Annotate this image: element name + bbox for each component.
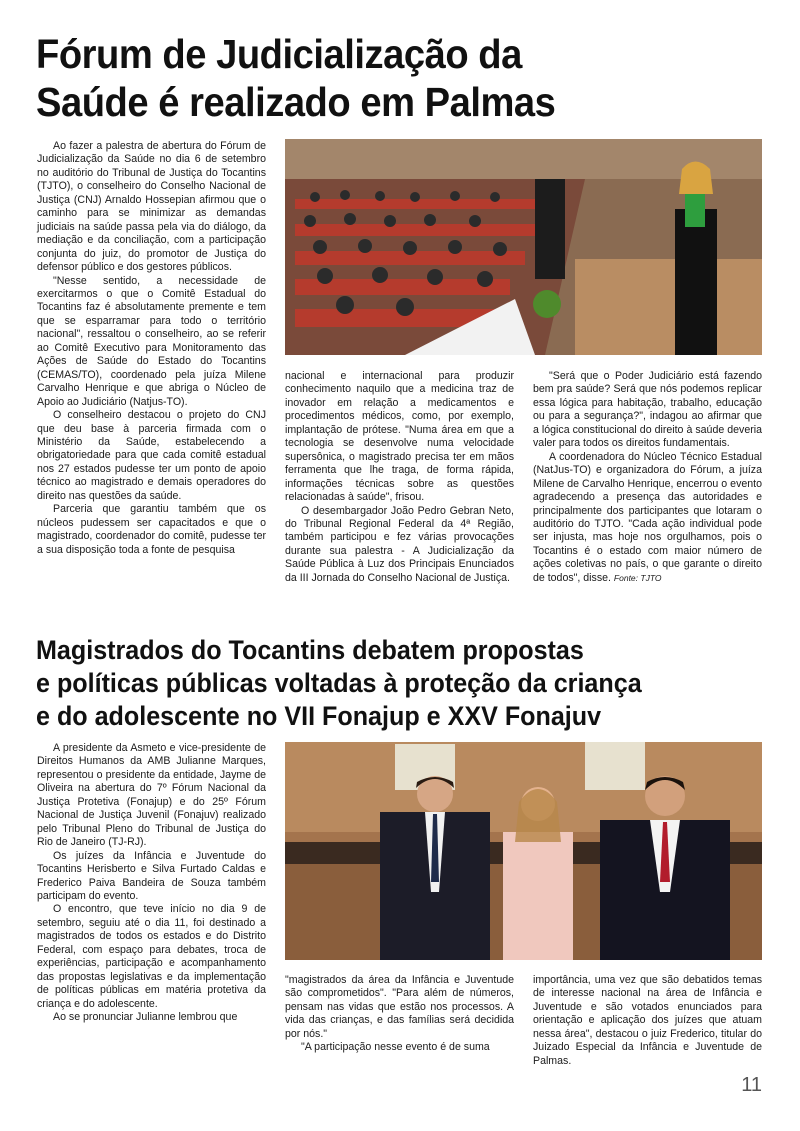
article2-paragraph: "magistrados da área da Infância e Juventude são comprometidos". "Para além de números, pensam nas vidas que estão nos processos. A vida das crianças, e das famílias será decidida por nós."	[285, 974, 514, 1040]
article2-column-1	[37, 742, 266, 1025]
article2-title-line3: e do adolescente no VII Fonajup e XXV Fonajuv	[36, 701, 602, 731]
article1-column-3	[533, 370, 762, 585]
article2-paragraph: importância, uma vez que são debatidos temas de interesse nacional na área de Infância e Juventude e são votados enunciados para orientação e aplicação dos juízes que atuam nessa área", destacou o juiz Frederico, titular do Juizado Especial da Infância e Juventude de Palmas.	[533, 974, 762, 1067]
article1-title	[36, 30, 761, 126]
article1-column-2	[285, 370, 514, 585]
article2-title-line2: e políticas públicas voltadas à proteção da criança	[36, 668, 642, 698]
magistrates-photo	[285, 742, 762, 960]
auditorium-photo-image	[285, 139, 762, 355]
forum-auditorium-photo	[285, 139, 762, 355]
article1-closing-paragraph: A coordenadora do Núcleo Técnico Estadual (NatJus-TO) e organizadora do Fórum, a juíza Milene de Carvalho Henrique, encerrou o evento agradecendo a presença das autoridades e principalmente dos participantes que lotaram o auditório do TJTO. "Cada ação individual pode ser injusta, mas hoje nos orgulhamos, pois o Tocantins é o estado com maior número de ações coletivas no país, o que garante o direito de todos", disse.	[533, 450, 762, 584]
article1-paragraph: "Nesse sentido, a necessidade de exercitarmos o que o Comitê Estadual do Tocantins faz é absolutamente premente e tem que se esparramar para todo o território nacional", ressaltou o conselheiro, ao se referir ao Comitê Executivo para Monitoramento das Ações de Saúde do Estado do Tocantins (CEMAS/TO), coordenado pela juíza Milene Carvalho Henrique e que abriga o Núcleo de Apoio ao Judiciário (Natjus-TO).	[37, 274, 266, 408]
article2-column-3	[533, 974, 762, 1068]
article1-paragraph: "Será que o Poder Judiciário está fazendo bem pra saúde? Será que nós podemos replicar essa lógica para habitação, trabalho, educação ou para a segurança?", indagou ao afirmar que a lógica constitucional do direito à saúde deveria valer para todos os direitos fundamentais.	[533, 370, 762, 450]
article2-paragraph: Ao se pronunciar Julianne lembrou que	[53, 1011, 238, 1024]
article1-paragraph: O conselheiro destacou o projeto do CNJ que deu base à parceria firmada com o Ministério da Saúde, estabelecendo a obrigatoriedade para que cada comitê estadual nos 27 estados pudesse ter um ponto de apoio técnico ao magistrado e demais operadores do direito nas questões da saúde.	[37, 409, 266, 502]
article2-paragraph: "A participação nesse evento é de suma	[301, 1041, 490, 1054]
article2-column-2	[285, 974, 514, 1055]
article1-paragraph	[533, 451, 762, 586]
article1-title-line1: Fórum de Judicialização da	[36, 31, 522, 77]
article1-source: Fonte: TJTO	[613, 572, 662, 583]
article1-paragraph: Parceria que garantiu também que os núcleos pudessem ser capacitados e que o magistrado, coordenador do comitê, pudesse ter a sua disposição toda a fonte de pesquisa	[37, 503, 266, 556]
article1-column-1	[37, 140, 266, 557]
article2-title-line1: Magistrados do Tocantins debatem propostas	[36, 635, 584, 665]
article2-paragraph: Os juízes da Infância e Juventude do Tocantins Herisberto e Silva Furtado Caldas e Frederico Paiva Bandeira de Souza também participam do evento.	[37, 849, 266, 902]
article1-paragraph: nacional e internacional para produzir conhecimento naquilo que a medicina traz de inovador em relação a medicamentos e procedimentos médicos, como, por exemplo, implantação de prótese. "Numa área em que a tecnologia se desenvolve numa velocidade supersônica, o magistrado precisa ter em mãos ferramenta que lhe traga, de forma rápida, informações técnicas sobre as questões relacionadas à saúde", frisou.	[285, 370, 514, 504]
article2-title	[36, 634, 761, 733]
article1-paragraph: O desembargador João Pedro Gebran Neto, do Tribunal Regional Federal da 4ª Região, também participou e fez várias provocações durante sua palestra - A Judicialização da Saúde Pública à Luz dos Principais Enunciados da III Jornada do Conselho Nacional de Justiça.	[285, 504, 514, 584]
page-number: 11	[741, 1074, 762, 1096]
article1-paragraph: Ao fazer a palestra de abertura do Fórum de Judicialização da Saúde no dia 6 de setembro no auditório do Tribunal de Justiça do Tocantins (TJTO), o conselheiro do Conselho Nacional de Justiça (CNJ) Arnaldo Hossepian afirmou que o caminho para se minimizar as demandas judiciais na saúde passa pela via do diálogo, da mediação e da conciliação, com a participação conjunta do juiz, do promotor de Justiça do defensor público e dos gestores públicos.	[37, 140, 266, 274]
article2-paragraph: O encontro, que teve início no dia 9 de setembro, seguiu até o dia 11, foi destinado a magistrados de todos os estados e do Distrito Federal, com espaço para debates, troca de experiências, participação e acompanhamento das propostas legislativas e da implementação de políticas públicas em matéria protetiva da criança e do adolescente.	[37, 903, 266, 1010]
article2-paragraph: A presidente da Asmeto e vice-presidente de Direitos Humanos da AMB Julianne Marques, representou o presidente da entidade, Jayme de Oliveira na abertura do 7º Fórum Nacional da Justiça Protetiva (Fonajup) e do 25º Fórum Nacional de Justiça Juvenil (Fonajuv) realizado pelo Tribunal Pleno do Tribunal de Justiça do Rio de Janeiro (TJ-RJ).	[37, 742, 266, 849]
article1-title-line2: Saúde é realizado em Palmas	[36, 79, 556, 125]
magistrates-photo-image	[285, 742, 762, 960]
